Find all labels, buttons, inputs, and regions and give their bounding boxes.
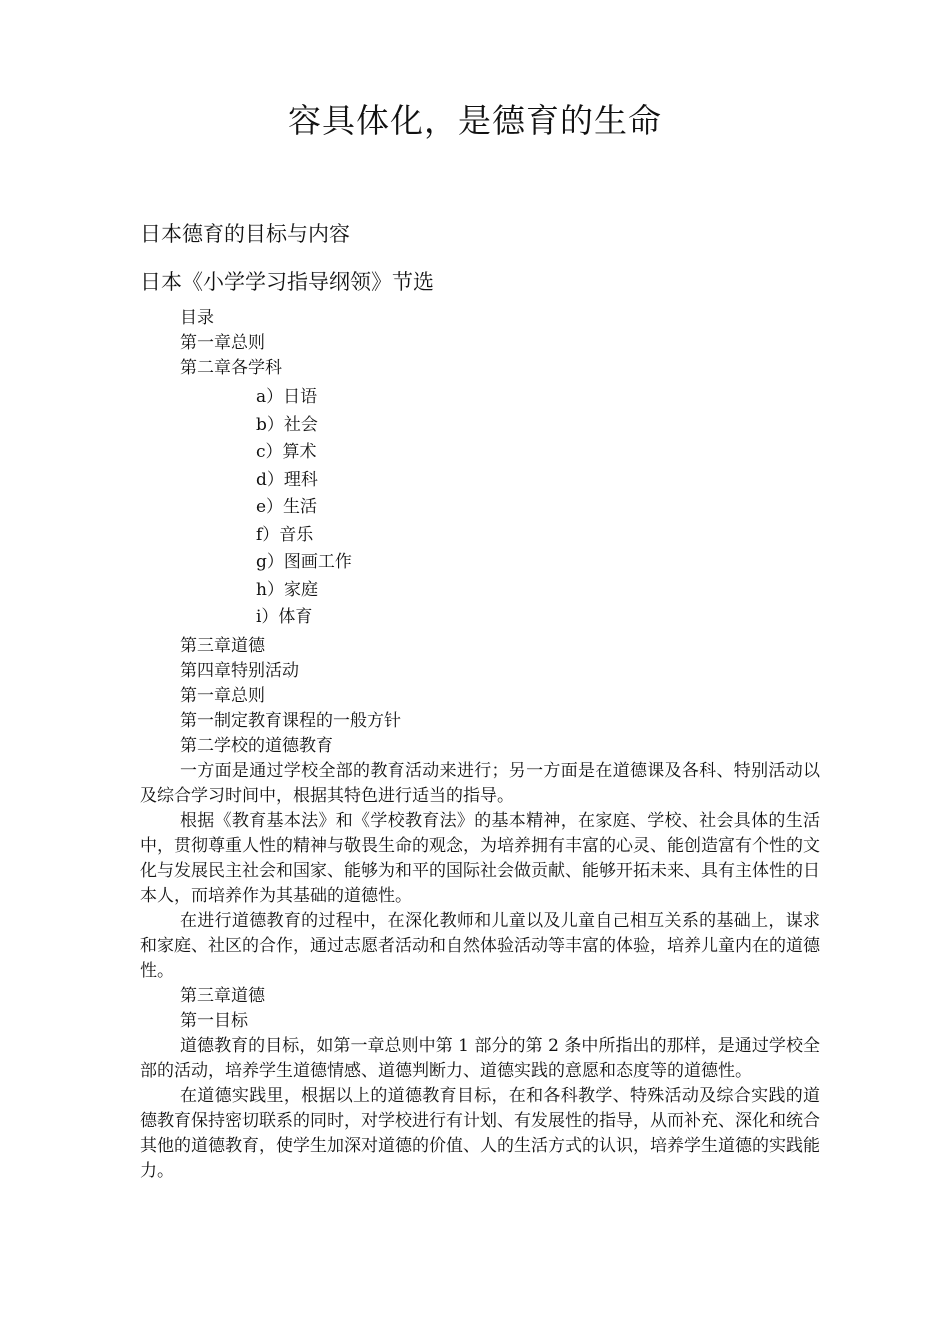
document-title: 容具体化，是德育的生命: [288, 101, 662, 140]
goal-heading: 第一目标: [180, 1011, 248, 1031]
toc-item: 第二学校的道德教育: [180, 736, 333, 756]
subject-item: a）日语: [256, 387, 318, 407]
subject-item: h）家庭: [256, 579, 318, 600]
subject-list: [256, 384, 352, 632]
paragraph: 根据《教育基本法》和《学校教育法》的基本精神，在家庭、学校、社会具体的生活中，贯彻尊重人性的精神与敬畏生命的观念，为培养拥有丰富的心灵、能创造富有个性的文化与发展民主社会和国家、能够为和平的国际社会做贡献、能够开拓未来、具有主体性的日本人，而培养作为其基础的道德性。: [140, 811, 820, 906]
section-heading: 日本德育的目标与内容: [140, 222, 350, 246]
toc-continued: [180, 634, 401, 759]
table-of-contents: [180, 306, 282, 381]
body-section-chapter3: [140, 984, 820, 1184]
subject-item: i）体育: [256, 607, 313, 627]
toc-item: 目录: [180, 308, 214, 328]
toc-item: 第二章各学科: [180, 358, 282, 378]
subject-item: b）社会: [256, 414, 318, 435]
toc-item: 第一章总则: [180, 686, 265, 706]
subject-item: c）算术: [256, 442, 317, 462]
paragraph: 在道德实践里，根据以上的道德教育目标，在和各科教学、特殊活动及综合实践的道德教育保持密切联系的同时，对学校进行有计划、有发展性的指导，从而补充、深化和统合其他的道德教育，使学生加深对道德的价值、人的生活方式的认识，培养学生道德的实践能力。: [140, 1086, 820, 1181]
toc-item: 第一章总则: [180, 333, 265, 353]
subsection-heading: 日本《小学学习指导纲领》节选: [140, 270, 434, 294]
subject-item: f）音乐: [256, 524, 314, 545]
toc-item: 第一制定教育课程的一般方针: [180, 711, 401, 731]
toc-item: 第四章特别活动: [180, 661, 299, 681]
toc-item: 第三章道德: [180, 636, 265, 656]
paragraph: 道德教育的目标，如第一章总则中第 1 部分的第 2 条中所指出的那样，是通过学校全部的活动，培养学生道德情感、道德判断力、道德实践的意愿和态度等的道德性。: [140, 1036, 820, 1081]
body-section-moral-education: [140, 759, 820, 984]
paragraph: 在进行道德教育的过程中，在深化教师和儿童以及儿童自己相互关系的基础上，谋求和家庭、社区的合作，通过志愿者活动和自然体验活动等丰富的体验，培养儿童内在的道德性。: [140, 911, 820, 981]
subject-item: e）生活: [256, 497, 318, 517]
subject-item: g）图画工作: [256, 552, 352, 572]
paragraph: 一方面是通过学校全部的教育活动来进行；另一方面是在道德课及各科、特别活动以及综合学习时间中，根据其特色进行适当的指导。: [140, 761, 820, 806]
chapter-heading: 第三章道德: [180, 986, 265, 1006]
subject-item: d）理科: [256, 469, 318, 490]
